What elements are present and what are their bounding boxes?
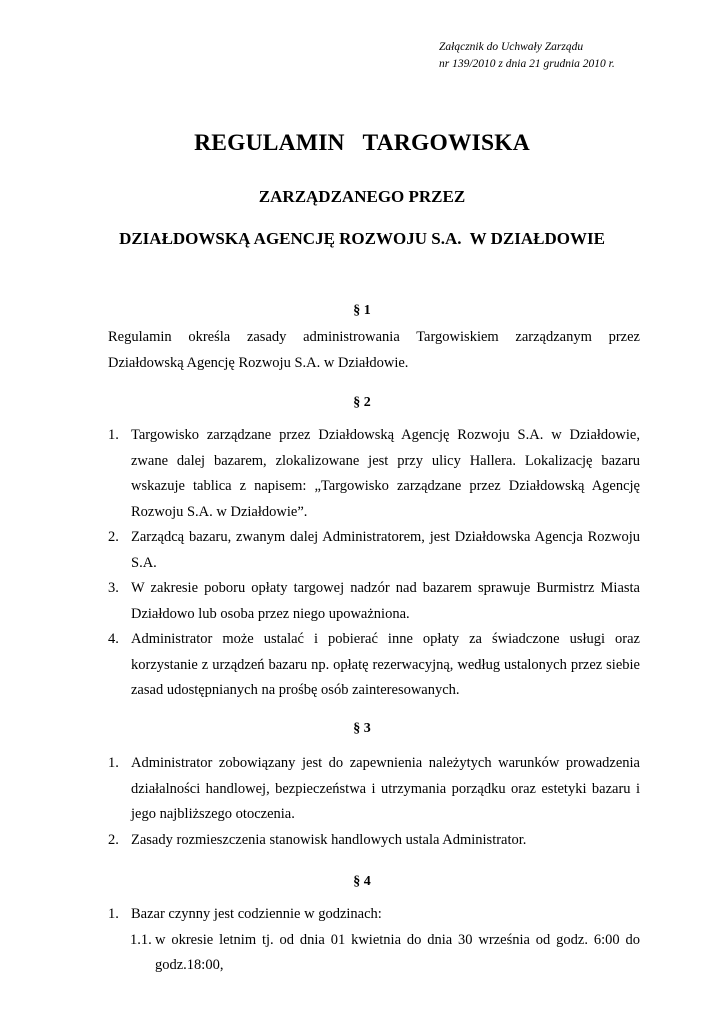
document-subtitle-org: DZIAŁDOWSKĄ AGENCJĘ ROZWOJU S.A. W DZIAŁDOWIE — [119, 229, 605, 248]
annex-line-2: nr 139/2010 z dnia 21 grudnia 2010 r. — [439, 58, 615, 70]
sub-list-item-number: 1.1. — [130, 931, 152, 948]
list-item-number: 2. — [108, 529, 119, 545]
list-item-number: 1. — [108, 906, 119, 922]
list-item-number: 1. — [108, 755, 119, 771]
document-subtitle: ZARZĄDZANEGO PRZEZ — [258, 187, 466, 206]
section-3-list — [108, 751, 640, 853]
list-item-text: Administrator zobowiązany jest do zapewnienia należytych warunków prowadzenia działalności handlowej, bezpieczeństwa i utrzymania porządku oraz estetyki bazaru i jego najbliższego otoczenia. — [131, 755, 640, 822]
list-item — [108, 525, 640, 576]
sub-list-item — [108, 928, 640, 979]
section-4-list — [108, 902, 640, 979]
annex-note — [439, 39, 615, 73]
section-1-heading: § 1 — [353, 303, 371, 318]
sub-list-item-text: w okresie letnim tj. od dnia 01 kwietnia do dnia 30 września od godz. 6:00 do godz.18:00, — [155, 931, 640, 973]
list-item-text: Zasady rozmieszczenia stanowisk handlowych ustala Administrator. — [131, 831, 527, 848]
section-2-heading: § 2 — [353, 395, 371, 410]
list-item — [108, 576, 640, 627]
section-4-heading: § 4 — [353, 874, 371, 889]
list-item-text: Zarządcą bazaru, zwanym dalej Administratorem, jest Działdowska Agencja Rozwoju S.A. — [131, 529, 640, 571]
list-item-number: 1. — [108, 427, 119, 443]
list-item — [108, 751, 640, 828]
list-item — [108, 423, 640, 525]
list-item-text: W zakresie poboru opłaty targowej nadzór nad bazarem sprawuje Burmistrz Miasta Działdowo lub osoba przez niego upoważniona. — [131, 580, 640, 622]
list-item — [108, 902, 640, 928]
list-item-text: Targowisko zarządzane przez Działdowską Agencję Rozwoju S.A. w Działdowie, zwane dalej bazarem, zlokalizowane jest przy ulicy Hallera. Lokalizację bazaru wskazuje tablica z napisem: „Targowisko zarządzane przez Działdowską Agencję Rozwoju S.A. w Działdowie”. — [131, 427, 640, 520]
section-1-text: Regulamin określa zasady administrowania Targowiskiem zarządzanym przez Działdowską Agencję Rozwoju S.A. w Działdowie. — [108, 329, 640, 371]
section-3-heading: § 3 — [353, 721, 371, 736]
section-2-list — [108, 423, 640, 704]
document-title: REGULAMIN TARGOWISKA — [194, 130, 530, 156]
annex-line-1: Załącznik do Uchwały Zarządu — [439, 41, 584, 53]
list-item-number: 3. — [108, 580, 119, 596]
list-item-number: 2. — [108, 831, 119, 848]
list-item — [108, 627, 640, 704]
list-item — [108, 828, 640, 854]
list-item-number: 4. — [108, 631, 119, 647]
list-item-text: Bazar czynny jest codziennie w godzinach: — [131, 906, 382, 922]
list-item-text: Administrator może ustalać i pobierać inne opłaty za świadczone usługi oraz korzystanie z urządzeń bazaru np. opłatę rezerwacyjną, według ustalonych przez siebie zasad udostępnianych na prośbę osób zainteresowanych. — [131, 631, 640, 698]
